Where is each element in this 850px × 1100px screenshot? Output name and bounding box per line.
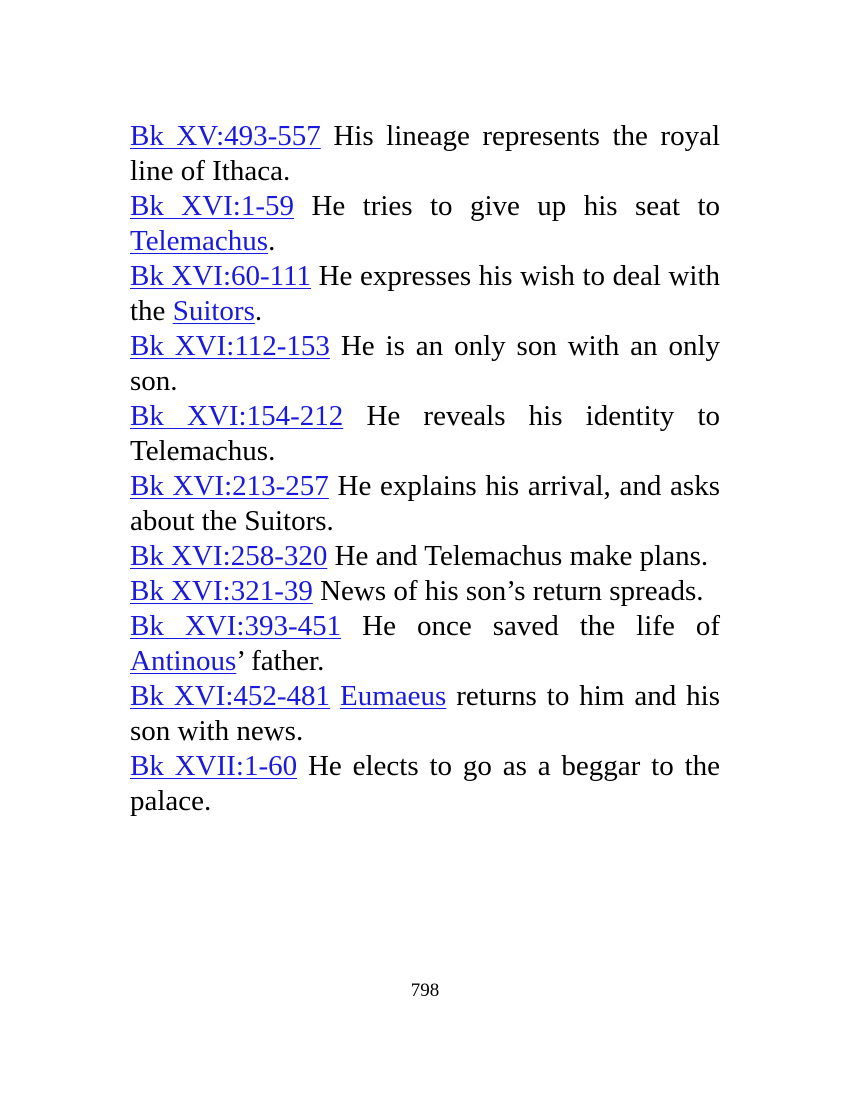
entry-bk-xvi-258-320 [130,539,720,574]
entry-bk-xvi-393-451 [130,609,720,679]
book-reference-link[interactable]: Bk XV:493-557 [130,120,321,152]
entry-description-tail: . [268,225,276,257]
book-reference-link[interactable]: Bk XVI:112-153 [130,330,330,362]
entry-list [130,119,720,819]
entry-description-tail: . [254,295,263,327]
entry-description: He explains his arrival, and asks about the Suitors. [130,470,720,537]
entry-description: He tries to give up his seat to [311,190,721,222]
book-reference-link[interactable]: Bk XVI:60-111 [130,260,312,292]
entry-description: He is an only son with an only son. [130,330,721,397]
eumaeus-link[interactable]: Eumaeus [340,680,447,712]
book-reference-link[interactable]: Bk XVI:258-320 [130,540,328,572]
entry-bk-xvi-112-153 [130,329,720,399]
entry-description: He and Telemachus make plans. [334,540,709,572]
entry-bk-xvi-321-39 [130,574,720,609]
entry-bk-xvi-1-59 [130,189,720,259]
entry-bk-xvi-154-212 [130,399,720,469]
entry-description-tail: ’ father. [236,645,325,677]
book-reference-link[interactable]: Bk XVI:1-59 [130,190,295,222]
entry-description: News of his son’s return spreads. [320,575,704,607]
book-reference-link[interactable]: Bk XVI:452-481 [130,680,331,712]
telemachus-link[interactable]: Telemachus [130,225,269,257]
entry-description-tail: returns to him and his son with news. [130,680,720,747]
page-number: 798 [410,980,440,1001]
book-reference-link[interactable]: Bk XVI:213-257 [130,470,329,502]
book-reference-link[interactable]: Bk XVI:154-212 [130,400,344,432]
entry-description: He reveals his identity to Telemachus. [130,400,721,467]
entry-bk-xvi-452-481 [130,679,720,749]
entry-description: He elects to go as a beggar to the palace. [130,750,720,817]
entry-description: His lineage represents the royal line of Ithaca. [130,120,721,187]
antinous-link[interactable]: Antinous [130,645,237,677]
entry-bk-xv-493-557 [130,119,720,189]
suitors-link[interactable]: Suitors [172,295,255,327]
entry-description: He expresses his wish to deal with the [130,260,721,327]
book-reference-link[interactable]: Bk XVI:321-39 [130,575,313,607]
entry-bk-xvii-1-60 [130,749,720,819]
book-reference-link[interactable]: Bk XVII:1-60 [130,750,298,782]
entry-bk-xvi-60-111 [130,259,720,329]
book-reference-link[interactable]: Bk XVI:393-451 [130,610,342,642]
entry-bk-xvi-213-257 [130,469,720,539]
entry-description: He once saved the life of [362,610,720,642]
